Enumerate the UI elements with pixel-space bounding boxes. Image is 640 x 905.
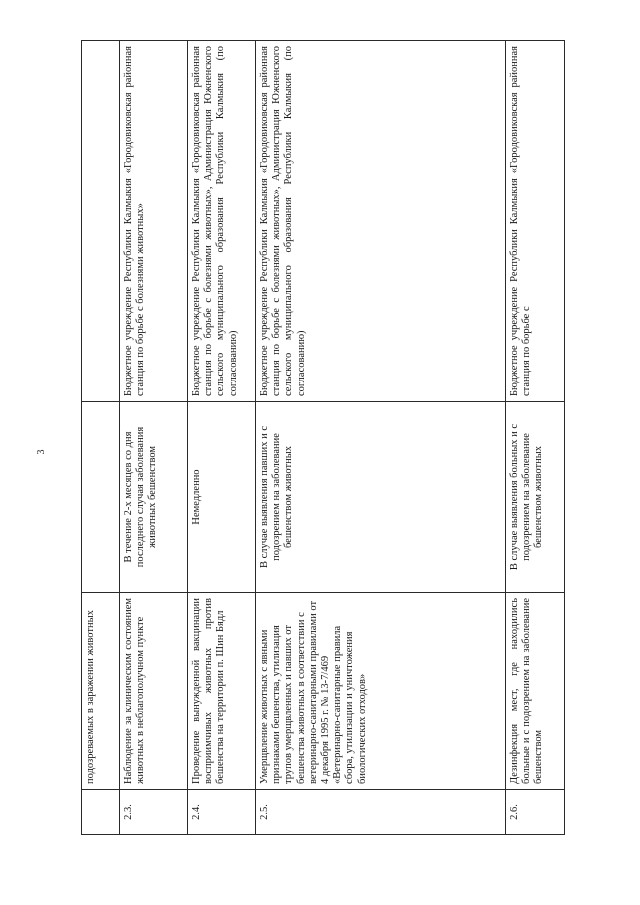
event-cell: Наблюдение за клиническим состоянием животных в неблагополучном пункте: [120, 593, 188, 790]
responsible-cell: [82, 41, 120, 402]
responsible-cell: Бюджетное учреждение Республики Калмыкия «Городовиковская районная станция по борьбе с болезнями животных»: [120, 41, 188, 402]
term-cell: Немедленно: [188, 402, 256, 593]
table-row: [82, 41, 120, 835]
responsible-cell: Бюджетное учреждение Республики Калмыкия «Городовиковская районная станция по борьбе с болезнями животных», Администрация Южненского сельского муниципального образования Республики Калмыкия (по согласованию): [256, 41, 506, 402]
event-cell: Дезинфекция мест, где находились больные и с подозрением на заболевание бешенством: [506, 593, 565, 790]
row-number: 2.3.: [120, 790, 188, 835]
measures-table: [81, 40, 565, 835]
responsible-cell: Бюджетное учреждение Республики Калмыкия «Городовиковская районная станция по борьбе с болезнями животных», Администрация Южненского сельского муниципального образования Республики Калмыкия (по согласованию): [188, 41, 256, 402]
event-cell: Проведение вынужденной вакцинации восприимчивых животных против бешенства на территории п. Шин Бядл: [188, 593, 256, 790]
term-cell: В течение 2-х месяцев со дня последнего случая заболевания животных бешенством: [120, 402, 188, 593]
table-row: [120, 41, 188, 835]
event-cell: Умерщвление животных с явными признаками бешенства, утилизация трупов умерщвленных и павших от бешенства животных в соответствии с ветеринарно-санитарными правилами от 4 декабря 1995 г. № 13-7/469 «Ветеринарно-санитарные правила сбора, утилизации и уничтожения биологических отходов»: [256, 593, 506, 790]
table-row: [188, 41, 256, 835]
term-cell: [82, 402, 120, 593]
event-cell: подозреваемых в заражении животных: [82, 593, 120, 790]
responsible-cell: Бюджетное учреждение Республики Калмыкия «Городовиковская районная станция по борьбе с: [506, 41, 565, 402]
row-number: [82, 790, 120, 835]
page-number: 3: [36, 449, 47, 455]
term-cell: В случае выявления больных и с подозрением на заболевание бешенством животных: [506, 402, 565, 593]
term-cell: В случае выявления павших и с подозрением на заболевание бешенством животных: [256, 402, 506, 593]
row-number: 2.4.: [188, 790, 256, 835]
rotated-document: [81, 40, 564, 835]
table-row: [506, 41, 565, 835]
row-number: 2.6.: [506, 790, 565, 835]
table-row: [256, 41, 506, 835]
row-number: 2.5.: [256, 790, 506, 835]
